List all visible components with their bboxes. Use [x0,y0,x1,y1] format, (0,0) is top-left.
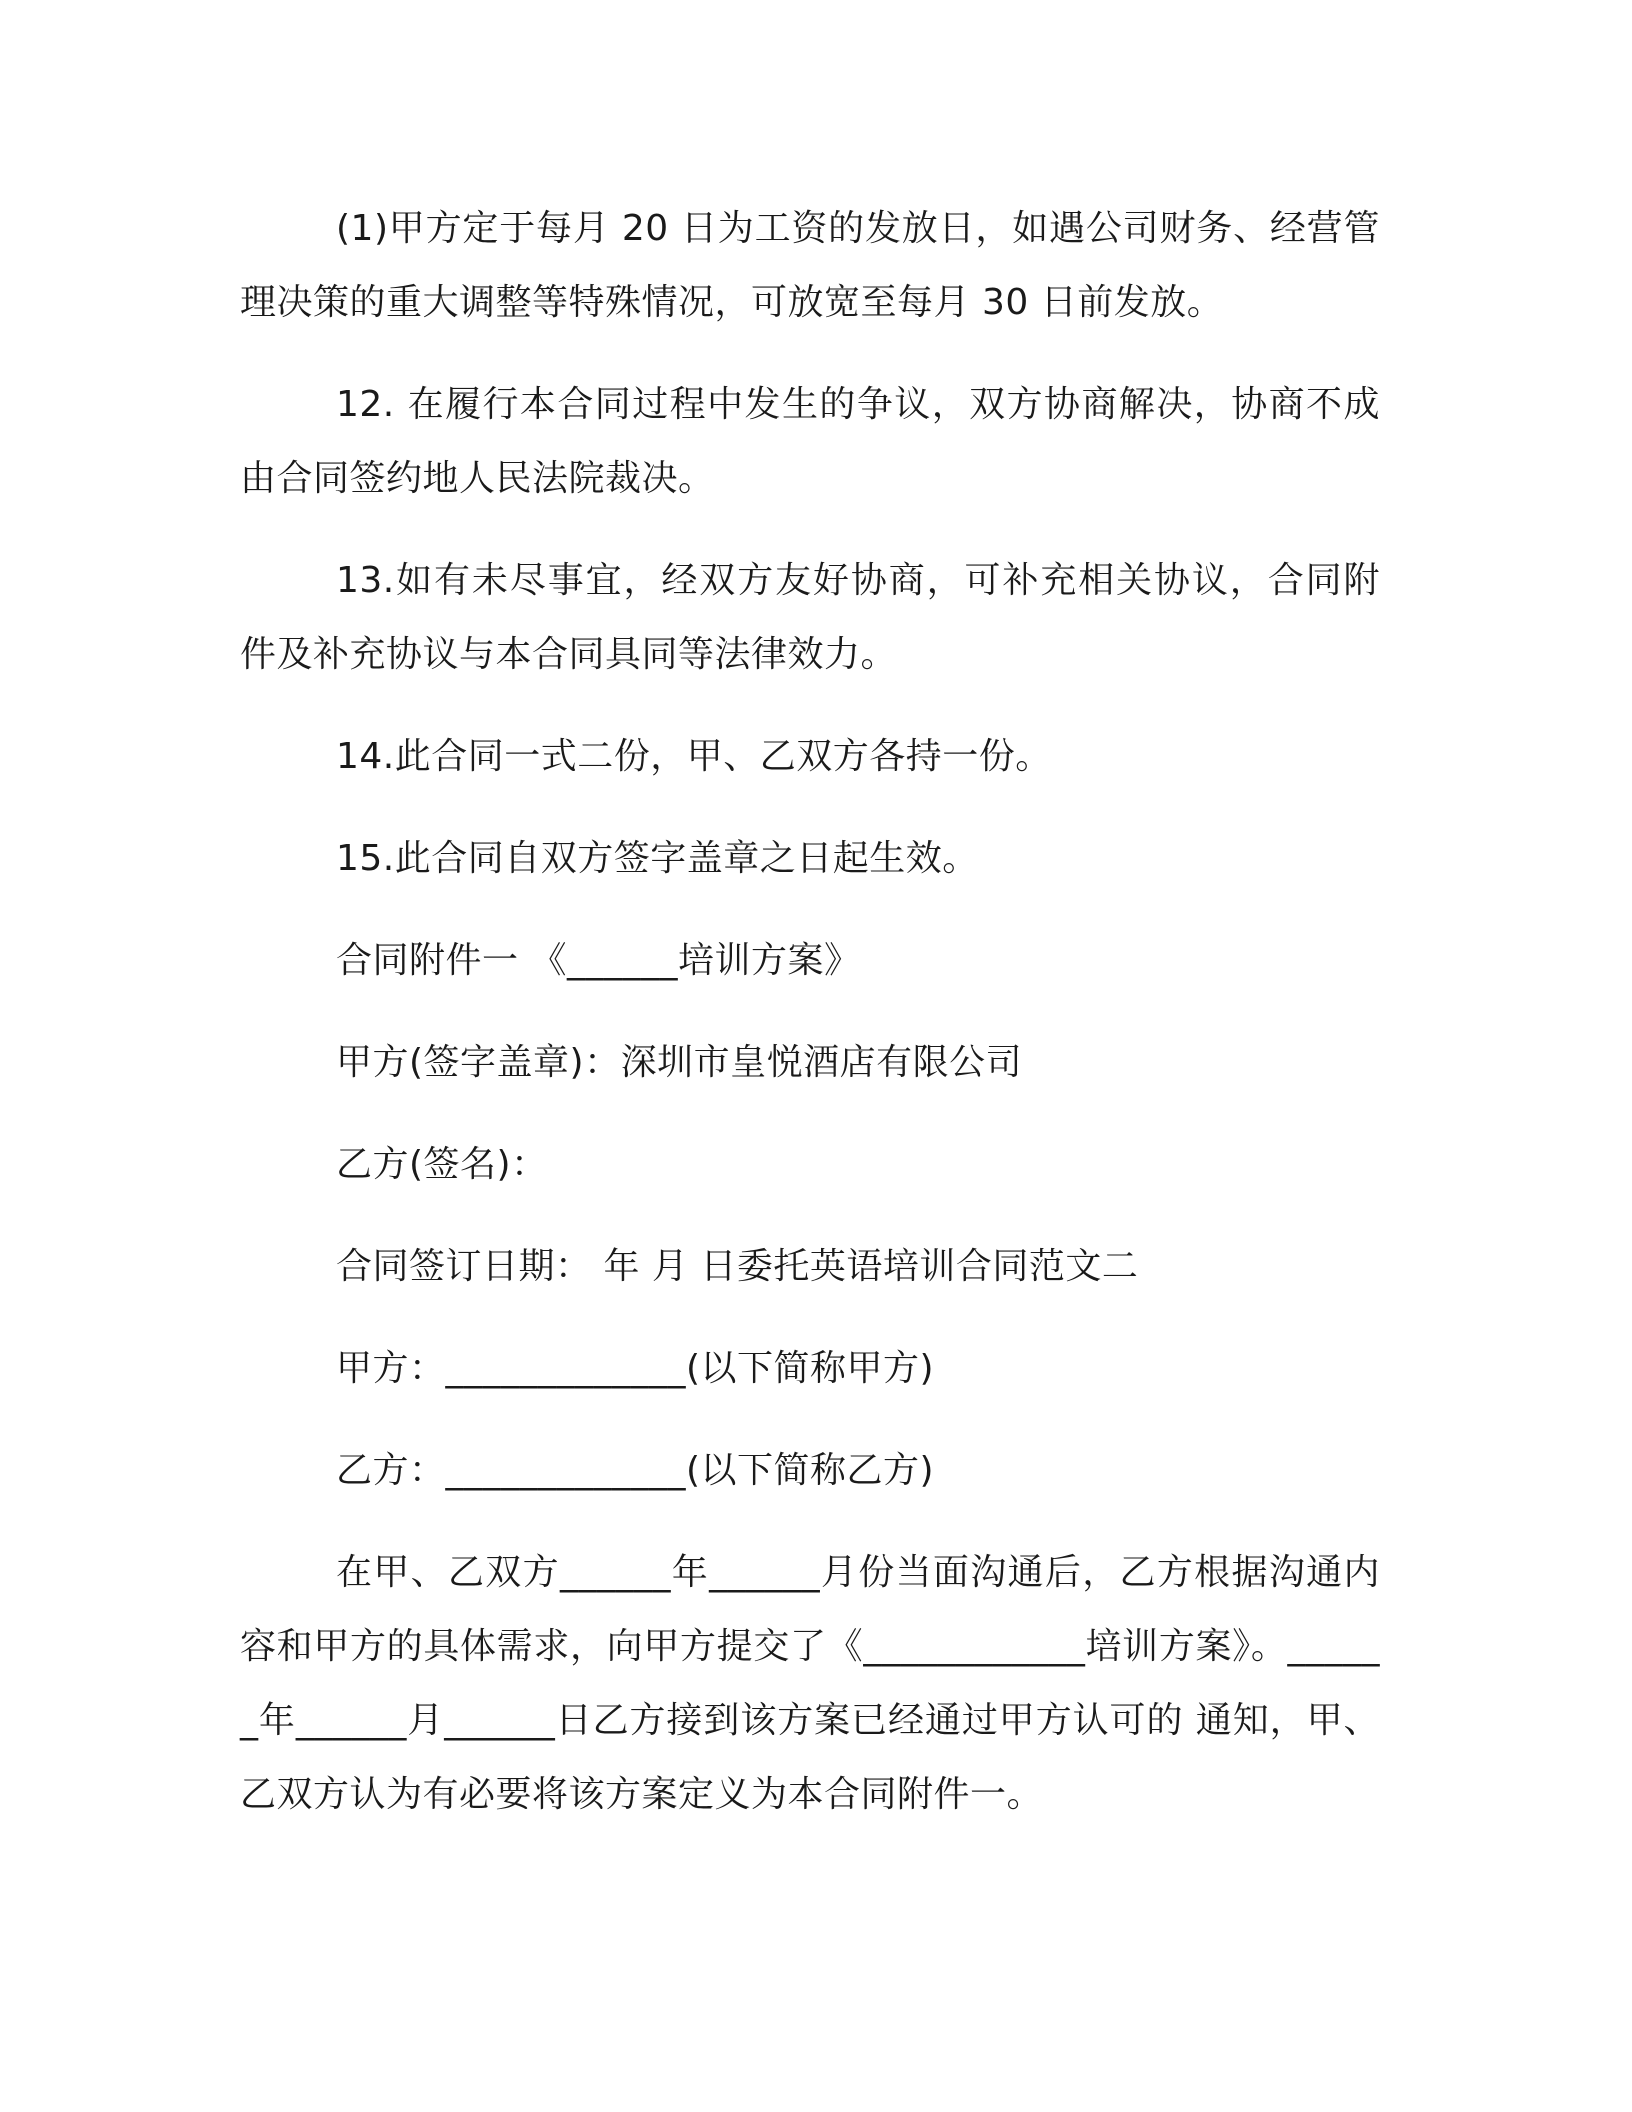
paragraph-clause-12: 12. 在履行本合同过程中发生的争议，双方协商解决，协商不成由合同签约地人民法院裁决。 [240,384,1380,499]
paragraph-clause-14: 14.此合同一式二份，甲、乙双方各持一份。 [336,736,1052,777]
paragraph-party-a: 甲方：_____________(以下简称甲方) [336,1348,935,1389]
paragraph-clause-13: 13.如有未尽事宜，经双方友好协商，可补充相关协议，合同附件及补充协议与本合同具同等法律效力。 [240,560,1380,675]
paragraph-training-plan: 在甲、乙双方______年______月份当面沟通后，乙方根据沟通内容和甲方的具体需求，向甲方提交了《____________培训方案》。______年______月______日乙方接到该方案已经通过甲方认可的 通知，甲、乙双方认为有必要将该方案定义为本合同附件一。 [240,1552,1380,1815]
document-body [240,192,1380,1860]
paragraph-salary-date: (1)甲方定于每月 20 日为工资的发放日，如遇公司财务、经营管理决策的重大调整等特殊情况，可放宽至每月 30 日前发放。 [240,208,1380,323]
paragraph-party-a-signature: 甲方(签字盖章)：深圳市皇悦酒店有限公司 [336,1042,1023,1083]
paragraph-attachment-one: 合同附件一 《______培训方案》 [336,940,861,981]
paragraph-clause-15: 15.此合同自双方签字盖章之日起生效。 [336,838,979,879]
paragraph-party-b-signature: 乙方(签名)： [336,1144,548,1185]
paragraph-signing-date: 合同签订日期： 年 月 日委托英语培训合同范文二 [336,1246,1139,1287]
paragraph-party-b: 乙方：_____________(以下简称乙方) [336,1450,935,1491]
